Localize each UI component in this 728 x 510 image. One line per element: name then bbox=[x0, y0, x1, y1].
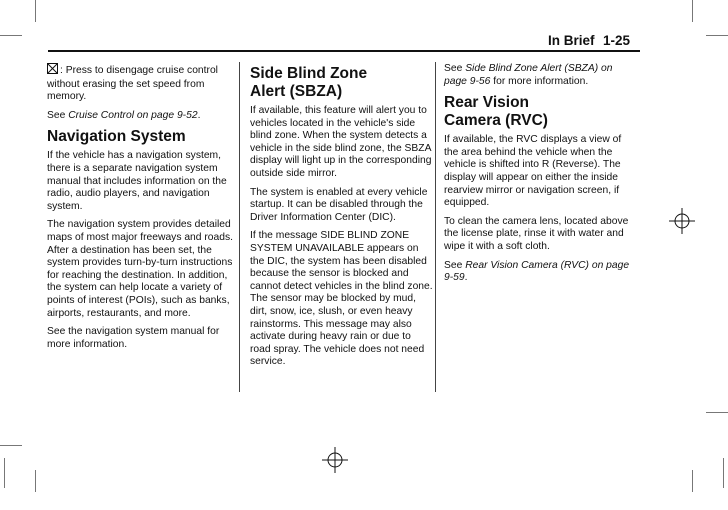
sbza-heading-line2: Alert (SBZA) bbox=[250, 83, 343, 100]
rvc-paragraph-2: To clean the camera lens, located above the license plate, rinse it with water and wipe it with a soft cloth. bbox=[444, 215, 629, 252]
sbza-heading bbox=[250, 65, 434, 101]
column-1 bbox=[47, 63, 235, 357]
sbza-see-also bbox=[444, 63, 634, 88]
running-header-title: In Brief bbox=[548, 33, 595, 48]
rvc-see-also bbox=[444, 260, 634, 285]
cruise-cancel-text: : Press to disengage cruise control without erasing the set speed from memory. bbox=[47, 65, 218, 103]
crop-mark-icon bbox=[0, 35, 22, 36]
crop-mark-icon bbox=[706, 35, 728, 36]
see-suffix: . bbox=[464, 272, 468, 284]
crop-mark-icon bbox=[692, 0, 693, 22]
cruise-control-link[interactable]: Cruise Control on page 9-52 bbox=[68, 109, 198, 121]
rvc-heading-line2: Camera (RVC) bbox=[444, 112, 548, 130]
cruise-cancel-paragraph bbox=[47, 63, 235, 104]
header-rule bbox=[48, 50, 640, 52]
rvc-link[interactable]: Rear Vision Camera (RVC) on page 9-59 bbox=[444, 259, 630, 284]
see-prefix: See bbox=[444, 63, 466, 74]
rvc-heading bbox=[444, 94, 634, 130]
nav-paragraph-3: See the navigation system manual for more information. bbox=[47, 326, 220, 350]
column-divider-1 bbox=[239, 62, 240, 392]
nav-paragraph-1: If the vehicle has a navigation system, there is a separate navigation system manual that includes information on the radio, audio players, and navigation system. bbox=[47, 150, 227, 212]
crop-mark-icon bbox=[35, 470, 36, 492]
rvc-paragraph-1: If available, the RVC displays a view of the area behind the vehicle when the vehicle is shifted into R (Reverse). The display will appear on either the inside rearview mirror or navigation screen, if equipped. bbox=[444, 134, 622, 209]
sbza-paragraph-1: If available, this feature will alert you to vehicles located in the vehicle's side blind zone. When the system detects a vehicle in the side blind zone, the SBZA display will light up in the corresponding outside side mirror. bbox=[250, 105, 432, 179]
column-3 bbox=[444, 63, 634, 291]
crop-mark-icon bbox=[692, 470, 693, 492]
rvc-heading-line1: Rear Vision bbox=[444, 94, 530, 112]
column-divider-2 bbox=[435, 62, 436, 392]
cancel-x-icon bbox=[47, 63, 58, 79]
see-prefix: See bbox=[47, 109, 69, 121]
registration-target-icon bbox=[669, 208, 695, 234]
sbza-heading-line1: Side Blind Zone bbox=[250, 65, 368, 82]
crop-mark-icon bbox=[0, 445, 22, 446]
sbza-paragraph-2: The system is enabled at every vehicle startup. It can be disabled through the Driver Information Center (DIC). bbox=[250, 186, 428, 223]
crop-mark-icon bbox=[35, 0, 36, 22]
see-prefix: See bbox=[444, 259, 466, 271]
see-suffix: . bbox=[197, 109, 201, 121]
sbza-paragraph-3: If the message SIDE BLIND ZONE SYSTEM UNAVAILABLE appears on the DIC, the system has been disabled because the sensor is blocked and cannot detect vehicles in the blind zone. The sensor may be blocked by mud, dirt, snow, ice, slush, or even heavy rainstorms. This message may also activate during heavy rain or due to road spray. The vehicle does not need service. bbox=[250, 230, 433, 368]
navigation-heading: Navigation System bbox=[47, 128, 186, 146]
column-2 bbox=[250, 63, 434, 375]
crop-mark-icon bbox=[723, 458, 724, 488]
crop-mark-icon bbox=[706, 412, 728, 413]
see-suffix: for more information. bbox=[490, 75, 589, 87]
sbza-link[interactable]: Side Blind Zone Alert (SBZA) on page 9-56 bbox=[444, 63, 613, 87]
page-number: 1-25 bbox=[603, 33, 631, 48]
nav-paragraph-2: The navigation system provides detailed maps of most major freeways and roads. After a destination has been set, the system provides turn-by-turn instructions for reaching the destination. In addition, the system can help locate a variety of points of interest (POIs), such as banks, airports, restaurants, and more. bbox=[47, 219, 233, 319]
crop-mark-icon bbox=[4, 458, 5, 488]
cruise-see-also bbox=[47, 110, 235, 123]
registration-target-icon bbox=[322, 447, 348, 473]
